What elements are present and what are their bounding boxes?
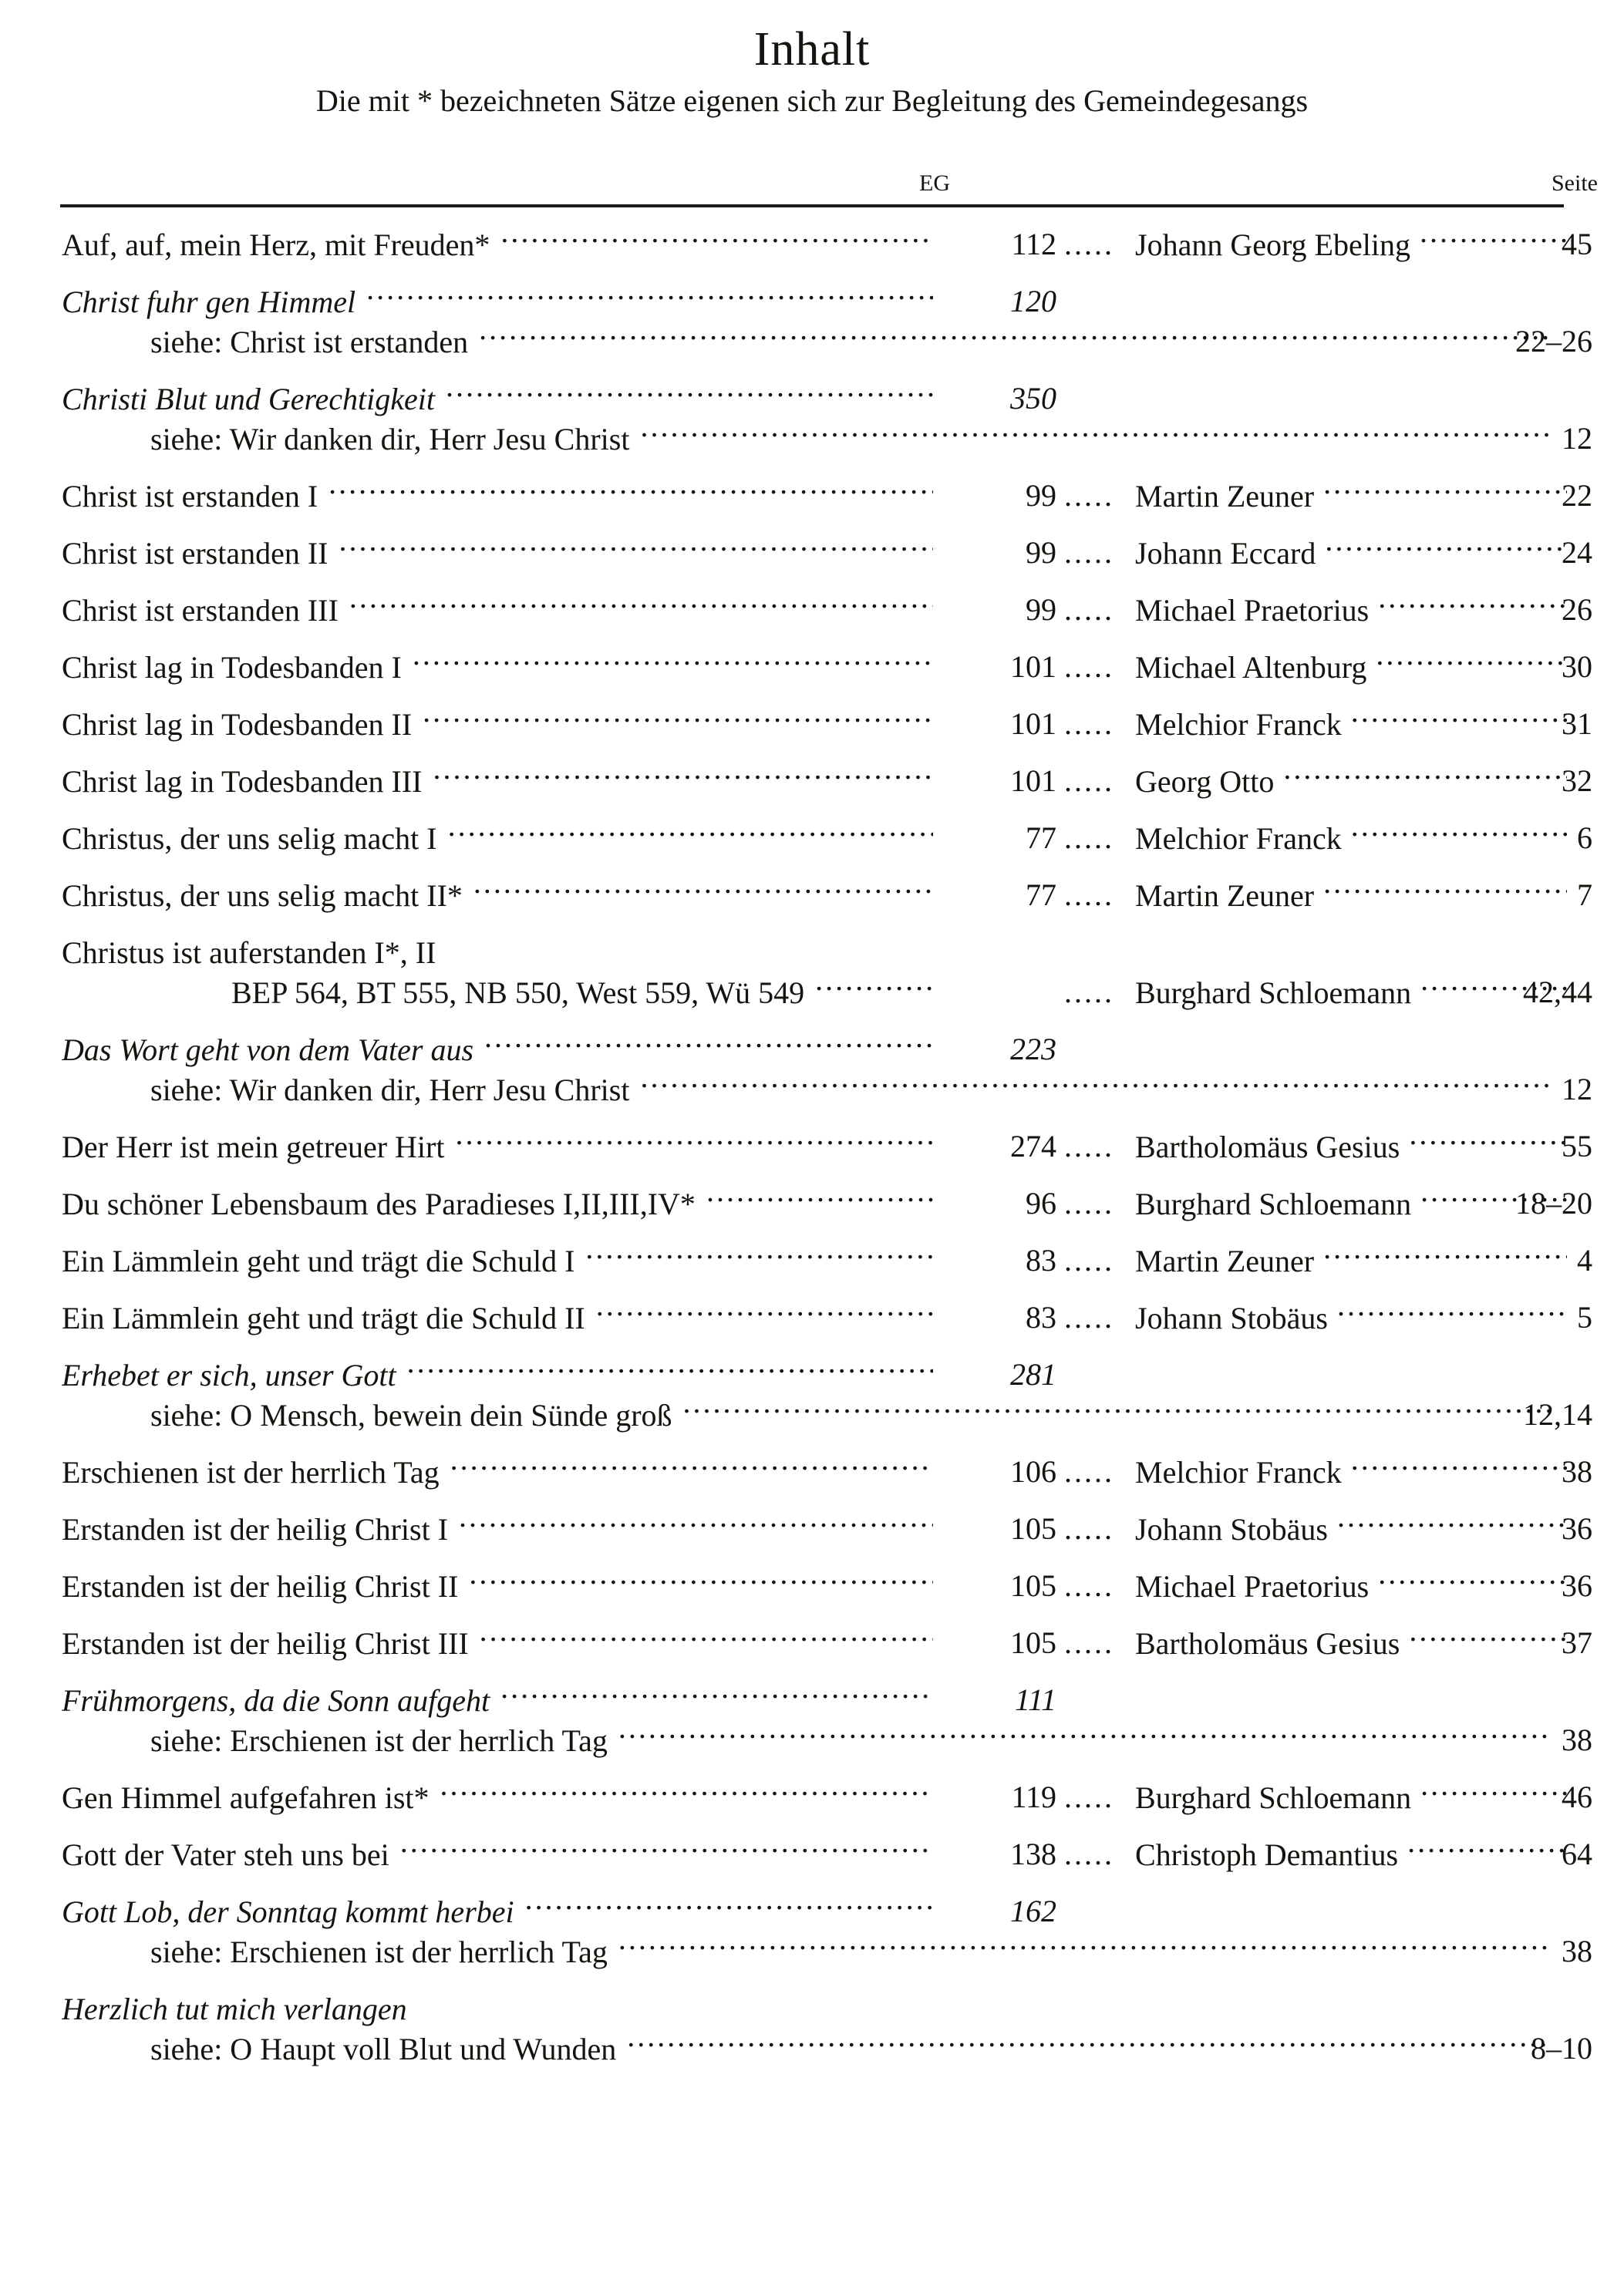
leader-dots-bridge: ..... <box>1064 975 1114 1010</box>
toc-entry-title-cell <box>62 1355 933 1396</box>
toc-entry-page-number: 18–20 <box>1515 1186 1592 1221</box>
leader-dots <box>413 647 933 678</box>
toc-entry-title: siehe: O Haupt voll Blut und Wunden <box>150 2032 617 2067</box>
toc-entry <box>62 875 1592 915</box>
toc-entry-page-number: 38 <box>1562 1723 1592 1758</box>
toc-entry <box>62 1566 1592 1606</box>
leader-dots <box>640 1069 1550 1100</box>
toc-entry-eg-number: 101 <box>1010 706 1056 742</box>
toc-entry-title-cell <box>62 476 933 517</box>
toc-entry <box>62 1126 1592 1167</box>
toc-entry-title: Ein Lämmlein geht und trägt die Schuld I <box>62 1244 575 1279</box>
toc-entry <box>62 1834 1592 1874</box>
toc-entry-page-number: 42,44 <box>1523 975 1592 1010</box>
leader-dots <box>448 818 933 849</box>
toc-entry-title: Du schöner Lebensbaum des Paradieses I,II,III,IV* <box>62 1187 696 1222</box>
toc-entry <box>62 1241 1592 1281</box>
toc-entry-title: siehe: Erschienen ist der herrlich Tag <box>150 1723 608 1759</box>
toc-entry-title: Erstanden ist der heilig Christ III <box>62 1626 469 1662</box>
toc-entry-composer: Johann Stobäus <box>1135 1512 1328 1547</box>
leader-dots <box>484 1029 933 1060</box>
toc-entry-title-cell <box>62 1834 933 1875</box>
toc-entry-composer: Bartholomäus Gesius <box>1135 1626 1400 1662</box>
toc-entry-title: Erstanden ist der heilig Christ II <box>62 1569 459 1605</box>
toc-entry-title-cell <box>62 1509 933 1550</box>
toc-entry-composer: Christoph Demantius <box>1135 1837 1399 1873</box>
toc-entry-title-cell <box>62 818 933 859</box>
toc-entry-title-cell <box>62 1566 933 1607</box>
toc-entry-eg-number: 111 <box>1014 1682 1056 1718</box>
toc-entry-composer: Melchior Franck <box>1135 821 1342 857</box>
toc-entry-title: Christ ist erstanden I <box>62 479 318 514</box>
toc-entry-title: Christus ist auferstanden I*, II <box>62 935 436 971</box>
leader-dots <box>400 1834 933 1865</box>
toc-entry-page-number: 12 <box>1562 1072 1592 1107</box>
leader-dots-bridge: ..... <box>1064 820 1114 856</box>
toc-entry-title: Herzlich tut mich verlangen <box>62 1992 407 2027</box>
toc-entry-title: Das Wort geht von dem Vater aus <box>62 1032 474 1068</box>
toc-entry-title-cell <box>62 1452 933 1493</box>
toc-entry <box>62 1720 1592 1760</box>
leader-dots <box>627 2029 1550 2059</box>
leader-dots-bridge: ..... <box>1064 877 1114 913</box>
leader-dots <box>500 1680 933 1711</box>
toc-entry-title-cell <box>150 1395 1550 1436</box>
leader-dots-bridge: ..... <box>1064 1511 1114 1547</box>
toc-entry-title: Christ ist erstanden II <box>62 536 329 571</box>
toc-list <box>0 224 1624 2069</box>
toc-entry <box>62 1298 1592 1338</box>
toc-entry <box>62 1452 1592 1492</box>
toc-entry <box>62 818 1592 858</box>
toc-entry-eg-number: 350 <box>1010 381 1056 416</box>
leader-dots <box>618 1720 1550 1751</box>
toc-entry-title-cell <box>150 322 1550 362</box>
toc-entry <box>62 1931 1592 1972</box>
leader-dots <box>329 476 933 507</box>
toc-entry-composer: Bartholomäus Gesius <box>1135 1130 1400 1165</box>
toc-entry <box>62 1509 1592 1549</box>
toc-entry <box>62 1989 1592 2029</box>
toc-entry-title-cell <box>62 1623 933 1664</box>
toc-entry-composer: Michael Praetorius <box>1135 593 1370 628</box>
toc-entry-eg-number: 162 <box>1010 1894 1056 1929</box>
leader-dots <box>479 322 1550 352</box>
toc-entry <box>62 647 1592 687</box>
leader-dots <box>433 761 933 792</box>
toc-entry-title-cell <box>62 761 933 802</box>
toc-entry-eg-number: 105 <box>1010 1568 1056 1604</box>
toc-entry-title-cell <box>231 972 933 1013</box>
toc-entry <box>62 761 1592 801</box>
toc-entry-title: siehe: Wir danken dir, Herr Jesu Christ <box>150 1073 630 1108</box>
leader-dots <box>596 1298 933 1329</box>
leader-dots-bridge: ..... <box>1064 1625 1114 1661</box>
toc-entry-eg-number: 99 <box>1026 592 1056 628</box>
toc-entry-title-cell <box>150 419 1550 460</box>
toc-entry-page-number: 12,14 <box>1523 1397 1592 1433</box>
leader-dots <box>450 1452 933 1483</box>
leader-dots <box>446 379 933 409</box>
toc-entry-title: Christ lag in Todesbanden I <box>62 650 402 685</box>
toc-entry-title: Frühmorgens, da die Sonn aufgeht <box>62 1683 490 1719</box>
toc-entry-composer: Melchior Franck <box>1135 707 1342 743</box>
toc-entry-page-number: 24 <box>1562 535 1592 571</box>
toc-entry <box>62 932 1592 972</box>
toc-entry-eg-number: 119 <box>1011 1780 1056 1815</box>
toc-entry-title-cell <box>62 647 933 688</box>
toc-entry-page-number: 22–26 <box>1515 324 1592 359</box>
toc-entry-title-cell <box>150 1720 1550 1761</box>
toc-entry-title: Ein Lämmlein geht und trägt die Schuld II <box>62 1301 585 1336</box>
toc-entry-title: BEP 564, BT 555, NB 550, West 559, Wü 549 <box>231 975 805 1011</box>
toc-entry-title: Christus, der uns selig macht II* <box>62 878 463 914</box>
toc-entry <box>62 1777 1592 1817</box>
leader-dots <box>407 1355 933 1386</box>
page-subtitle: Die mit * bezeichneten Sätze eigenen sich zur Begleitung des Gemeindegesangs <box>315 83 1309 119</box>
toc-entry-page-number: 64 <box>1562 1837 1592 1872</box>
leader-dots <box>418 1989 933 2019</box>
leader-dots-bridge: ..... <box>1064 1243 1114 1278</box>
column-headers <box>0 153 1624 197</box>
toc-entry-title-cell <box>62 1989 933 2029</box>
toc-entry <box>62 1069 1592 1110</box>
toc-entry <box>62 476 1592 516</box>
toc-entry-eg-number: 77 <box>1026 877 1056 913</box>
toc-entry-page-number: 36 <box>1562 1511 1592 1547</box>
toc-entry <box>62 379 1592 419</box>
toc-entry-title-cell <box>62 704 933 745</box>
toc-entry-page-number: 26 <box>1562 592 1592 628</box>
toc-entry-composer: Johann Eccard <box>1135 536 1316 571</box>
toc-entry-page-number: 22 <box>1562 478 1592 514</box>
toc-entry-title: Gott Lob, der Sonntag kommt herbei <box>62 1894 514 1930</box>
leader-dots-bridge: ..... <box>1064 1186 1114 1221</box>
toc-entry-eg-number: 77 <box>1026 820 1056 856</box>
toc-entry-composer: Michael Praetorius <box>1135 1569 1370 1605</box>
toc-entry <box>62 281 1592 322</box>
toc-entry <box>62 1184 1592 1224</box>
toc-entry-title: siehe: O Mensch, bewein dein Sünde groß <box>150 1398 672 1433</box>
leader-dots <box>366 281 933 312</box>
toc-entry-page-number: 38 <box>1562 1454 1592 1490</box>
leader-dots-bridge: ..... <box>1064 649 1114 685</box>
toc-entry-title-cell <box>62 533 933 574</box>
toc-entry <box>62 1395 1592 1435</box>
toc-entry-title-cell <box>62 875 933 916</box>
toc-entry-composer: Burghard Schloemann <box>1135 1187 1412 1222</box>
toc-entry-composer: Georg Otto <box>1135 764 1275 800</box>
toc-entry <box>62 2029 1592 2069</box>
toc-entry-title: Gott der Vater steh uns bei <box>62 1837 389 1873</box>
toc-entry-eg-number: 223 <box>1010 1032 1056 1067</box>
toc-entry <box>62 1355 1592 1395</box>
toc-entry-composer: Johann Stobäus <box>1135 1301 1328 1336</box>
toc-entry <box>62 1623 1592 1663</box>
toc-entry-title: Christus, der uns selig macht I <box>62 821 437 857</box>
leader-dots <box>815 972 933 1003</box>
toc-entry-page-number: 12 <box>1562 421 1592 456</box>
toc-entry-title-cell <box>62 932 933 973</box>
leader-dots <box>440 1777 933 1808</box>
leader-dots <box>480 1623 933 1654</box>
leader-dots <box>525 1891 933 1922</box>
leader-dots <box>349 590 933 621</box>
leader-dots <box>423 704 933 735</box>
leader-dots-bridge: ..... <box>1064 1837 1114 1872</box>
leader-dots <box>339 533 934 564</box>
header-rule <box>60 204 1564 207</box>
toc-entry-title: Christ lag in Todesbanden II <box>62 707 413 743</box>
toc-entry-eg-number: 274 <box>1010 1129 1056 1164</box>
toc-entry-page-number: 36 <box>1562 1568 1592 1604</box>
leader-dots <box>473 875 933 906</box>
toc-entry-page-number: 6 <box>1577 820 1592 856</box>
leader-dots-bridge: ..... <box>1064 763 1114 799</box>
toc-entry-page-number: 38 <box>1562 1934 1592 1969</box>
toc-entry-composer: Johann Georg Ebeling <box>1135 227 1410 263</box>
toc-entry-eg-number: 83 <box>1026 1300 1056 1335</box>
toc-entry-title: Gen Himmel aufgefahren ist* <box>62 1780 430 1816</box>
toc-entry-title-cell <box>62 1777 933 1818</box>
toc-entry-eg-number: 138 <box>1010 1837 1056 1872</box>
toc-entry-eg-number: 105 <box>1010 1511 1056 1547</box>
toc-entry-title-cell <box>62 1891 933 1932</box>
toc-entry-title: Christ ist erstanden III <box>62 593 339 628</box>
column-header-eg: EG <box>919 170 950 197</box>
leader-dots-bridge: ..... <box>1064 706 1114 742</box>
leader-dots-bridge: ..... <box>1064 478 1114 514</box>
toc-entry-title: Erhebet er sich, unser Gott <box>62 1358 396 1393</box>
toc-entry-page-number: 55 <box>1562 1129 1592 1164</box>
leader-dots <box>446 932 933 963</box>
toc-entry-title-cell <box>62 281 933 322</box>
toc-entry <box>62 1680 1592 1720</box>
toc-entry-composer: Burghard Schloemann <box>1135 1780 1412 1816</box>
toc-entry-eg-number: 101 <box>1010 763 1056 799</box>
toc-entry-page-number: 46 <box>1562 1780 1592 1815</box>
leader-dots-bridge: ..... <box>1064 227 1114 262</box>
toc-entry-eg-number: 105 <box>1010 1625 1056 1661</box>
toc-entry-title: siehe: Christ ist erstanden <box>150 325 469 360</box>
toc-entry <box>62 419 1592 459</box>
toc-entry-page-number: 32 <box>1562 763 1592 799</box>
leader-dots-bridge: ..... <box>1064 592 1114 628</box>
toc-entry-title: Christi Blut und Gerechtigkeit <box>62 382 436 417</box>
toc-entry-title-cell <box>150 1931 1550 1972</box>
toc-entry-eg-number: 99 <box>1026 478 1056 514</box>
toc-entry-title-cell <box>62 1241 933 1281</box>
leader-dots-bridge: ..... <box>1064 535 1114 571</box>
toc-entry-eg-number: 281 <box>1010 1357 1056 1393</box>
toc-entry <box>62 972 1592 1012</box>
column-header-seite: Seite <box>1552 170 1598 197</box>
toc-entry-page-number: 8–10 <box>1531 2031 1592 2066</box>
toc-entry-eg-number: 120 <box>1010 284 1056 319</box>
toc-entry <box>62 1891 1592 1931</box>
toc-entry-title: Erschienen ist der herrlich Tag <box>62 1455 440 1490</box>
leader-dots <box>706 1184 933 1214</box>
toc-entry-title-cell <box>62 1029 933 1070</box>
page-title: Inhalt <box>753 23 871 76</box>
leader-dots <box>500 224 933 255</box>
toc-entry-title: Christ lag in Todesbanden III <box>62 764 423 800</box>
toc-entry-title-cell <box>150 2029 1550 2069</box>
leader-dots <box>618 1931 1550 1962</box>
toc-entry-title: Erstanden ist der heilig Christ I <box>62 1512 449 1547</box>
toc-entry-page-number: 45 <box>1562 227 1592 262</box>
leader-dots-bridge: ..... <box>1064 1454 1114 1490</box>
leader-dots <box>683 1395 1550 1426</box>
toc-entry-title-cell <box>62 224 933 265</box>
toc-entry <box>62 224 1592 264</box>
toc-entry <box>62 590 1592 630</box>
toc-entry-eg-number: 96 <box>1026 1186 1056 1221</box>
leader-dots-bridge: ..... <box>1064 1568 1114 1604</box>
toc-entry-composer: Martin Zeuner <box>1135 1244 1315 1279</box>
toc-entry-title-cell <box>150 1069 1550 1110</box>
toc-entry-title-cell <box>62 379 933 419</box>
toc-entry-page-number: 31 <box>1562 706 1592 742</box>
toc-entry-page-number: 7 <box>1577 877 1592 913</box>
toc-entry-eg-number: 83 <box>1026 1243 1056 1278</box>
toc-entry-title-cell <box>62 1184 933 1224</box>
toc-entry-composer: Martin Zeuner <box>1135 878 1315 914</box>
toc-entry-composer: Melchior Franck <box>1135 1455 1342 1490</box>
toc-entry-title: siehe: Erschienen ist der herrlich Tag <box>150 1935 608 1970</box>
toc-entry-title: siehe: Wir danken dir, Herr Jesu Christ <box>150 422 630 457</box>
leader-dots <box>455 1126 933 1157</box>
toc-entry-title-cell <box>62 1680 933 1721</box>
toc-entry <box>62 704 1592 744</box>
toc-entry-title-cell <box>62 590 933 631</box>
toc-entry-title: Der Herr ist mein getreuer Hirt <box>62 1130 445 1165</box>
toc-entry-page-number: 5 <box>1577 1300 1592 1335</box>
toc-entry <box>62 533 1592 573</box>
leader-dots-bridge: ..... <box>1064 1129 1114 1164</box>
toc-entry-page-number: 37 <box>1562 1625 1592 1661</box>
leader-dots <box>469 1566 933 1597</box>
toc-entry-composer: Michael Altenburg <box>1135 650 1367 685</box>
toc-entry-eg-number: 106 <box>1010 1454 1056 1490</box>
toc-entry <box>62 1029 1592 1069</box>
toc-entry-title: Christ fuhr gen Himmel <box>62 285 356 320</box>
toc-entry-composer: Martin Zeuner <box>1135 479 1315 514</box>
leader-dots <box>640 419 1550 450</box>
toc-entry-eg-number: 99 <box>1026 535 1056 571</box>
toc-entry <box>62 322 1592 362</box>
toc-entry-title-cell <box>62 1298 933 1339</box>
leader-dots <box>459 1509 933 1540</box>
toc-entry-title-cell <box>62 1126 933 1167</box>
leader-dots-bridge: ..... <box>1064 1780 1114 1815</box>
toc-entry-eg-number: 101 <box>1010 649 1056 685</box>
leader-dots-bridge: ..... <box>1064 1300 1114 1335</box>
toc-entry-page-number: 4 <box>1577 1243 1592 1278</box>
leader-dots <box>585 1241 933 1271</box>
toc-entry-composer: Burghard Schloemann <box>1135 975 1412 1011</box>
toc-entry-eg-number: 112 <box>1011 227 1056 262</box>
toc-entry-title: Auf, auf, mein Herz, mit Freuden* <box>62 227 490 263</box>
toc-entry-page-number: 30 <box>1562 649 1592 685</box>
